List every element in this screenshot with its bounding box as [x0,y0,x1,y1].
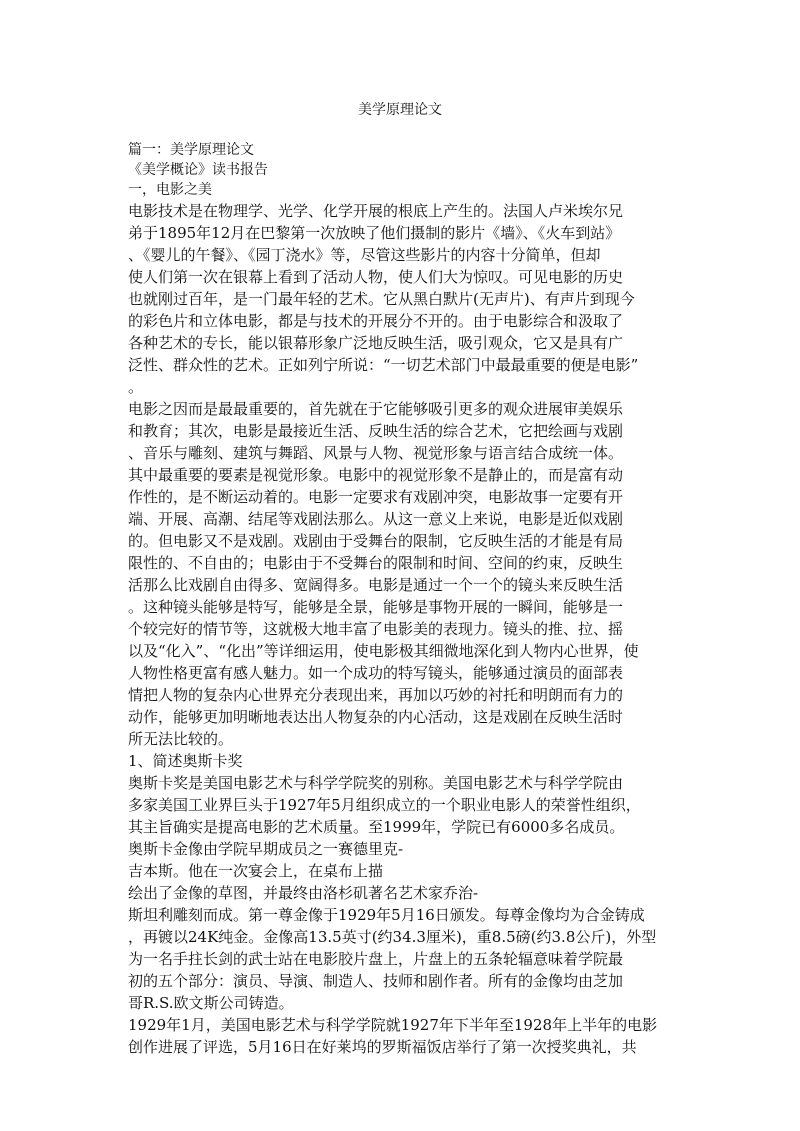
text-line: 绘出了金像的草图，并最终由洛杉矶著名艺术家乔治- [128,884,479,902]
text-line: 泛性、群众性的艺术。正如列宁所说：“一切艺术部门中最最重要的便是电影” [128,356,639,374]
text-line: 情把人物的复杂内心世界充分表现出来，再加以巧妙的衬托和明朗而有力的 [128,686,624,704]
text-line: 弟于1895年12月在巴黎第一次放映了他们摄制的影片《墙》、《火车到站》 [128,224,621,242]
text-line: 为一名手拄长剑的武士站在电影胶片盘上，片盘上的五条轮辐意味着学院最 [128,950,624,968]
text-line: 电影技术是在物理学、光学、化学开展的根底上产生的。法国人卢米埃尔兄 [128,202,624,220]
text-line: 。 [128,378,144,396]
text-line: 和教育；其次，电影是最接近生活、反映生活的综合艺术，它把绘画与戏剧 [128,422,624,440]
text-line: 初的五个部分：演员、导演、制造人、技师和剧作者。所有的金像均由芝加 [128,972,624,990]
text-line: 动作，能够更加明晰地表达出人物复杂的内心活动，这是戏剧在反映生活时 [128,708,624,726]
text-line: 使人们第一次在银幕上看到了活动人物，使人们大为惊叹。可见电影的历史 [128,268,624,286]
text-line: 、音乐与雕刻、建筑与舞蹈、风景与人物、视觉形象与语言结合成统一体。 [128,444,624,462]
text-line: 的彩色片和立体电影，都是与技术的开展分不开的。由于电影综合和汲取了 [128,312,624,330]
text-line: 其主旨确实是提高电影的艺术质量。至1999年，学院已有6000多名成员。 [128,818,625,836]
text-line: 电影之因而是最最重要的，首先就在于它能够吸引更多的观众进展审美娱乐 [128,400,624,418]
text-line: 1929年1月，美国电影艺术与科学学院就1927年下半年至1928年上半年的电影 [128,1016,658,1034]
body-text [128,200,676,1058]
text-line: 多家美国工业界巨头于1927年5月组织成立的一个职业电影人的荣誉性组织， [128,796,641,814]
text-line: 所无法比较的。 [128,730,234,748]
text-line: 作性的，是不断运动着的。电影一定要求有戏剧冲突，电影故事一定要有开 [128,488,624,506]
text-line: 奥斯卡金像由学院早期成员之一赛德里克- [128,840,404,858]
text-line: 个较完好的情节等，这就极大地丰富了电影美的表现力。镜头的推、拉、摇 [128,620,624,638]
text-line: 其中最重要的要素是视觉形象。电影中的视觉形象不是静止的，而是富有动 [128,466,624,484]
text-line: ，再镀以24K纯金。金像高13.5英寸(约34.3厘米)，重8.5磅(约3.8公斤)，外型 [128,928,657,946]
text-line: 以及“化入”、“化出”等详细运用，使电影极其细微地深化到人物内心世界，使 [128,642,639,660]
text-line: 奥斯卡奖是美国电影艺术与科学学院奖的别称。美国电影艺术与科学学院由 [128,774,624,792]
text-line: 活那么比戏剧自由得多、宽阔得多。电影是通过一个一个的镜头来反映生活 [128,576,624,594]
text-line: 斯坦利雕刻而成。第一尊金像于1929年5月16日颁发。每尊金像均为合金铸成 [128,906,645,924]
text-line: 人物性格更富有感人魅力。如一个成功的特写镜头，能够通过演员的面部表 [128,664,624,682]
document-body [128,140,676,1058]
text-line: 、《婴儿的午餐》、《园丁浇水》等，尽管这些影片的内容十分简单，但却 [128,246,601,264]
text-line: 的。但电影又不是戏剧。戏剧由于受舞台的限制，它反映生活的才能是有局 [128,532,624,550]
heading-film-beauty: 一，电影之美 [128,182,212,198]
document-title: 美学原理论文 [358,102,442,118]
text-line: 哥R.S.欧文斯公司铸造。 [128,994,294,1012]
heading-part-one: 篇一：美学原理论文 [128,142,254,158]
text-line: 端、开展、高潮、结尾等戏剧法那么。从这一意义上来说，电影是近似戏剧 [128,510,624,528]
text-line: 各种艺术的专长，能以银幕形象广泛地反映生活，吸引观众，它又是具有广 [128,334,624,352]
text-line: 创作进展了评选，5月16日在好莱坞的罗斯福饭店举行了第一次授奖典礼，共 [128,1038,637,1056]
text-line: 也就刚过百年，是一门最年轻的艺术。它从黑白默片(无声片)、有声片到现今 [128,290,635,308]
text-line: 吉本斯。他在一次宴会上，在桌布上描 [128,862,384,880]
text-line: 限性的、不自由的；电影由于不受舞台的限制和时间、空间的约束，反映生 [128,554,624,572]
text-line: 1、简述奥斯卡奖 [128,752,243,770]
text-line: 。这种镜头能够是特写，能够是全景，能够是事物开展的一瞬间，能够是一 [128,598,624,616]
heading-book-report: 《美学概论》读书报告 [128,162,268,178]
